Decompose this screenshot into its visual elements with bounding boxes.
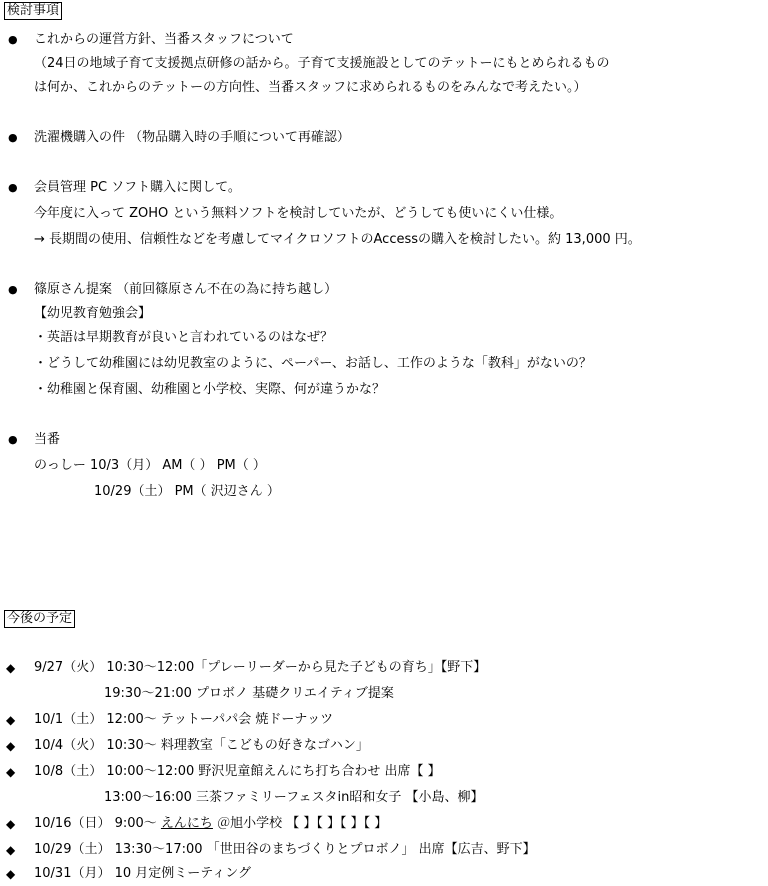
agenda-item-1-line-3: は何か、これからのテットーの方向性、当番スタッフに求められるものをみんなで考えたい。） <box>34 80 587 95</box>
event-7-line-1: 10/31（月） 10 月定例ミーティング <box>34 866 251 881</box>
agenda-item-5-line-1: 当番 <box>34 432 61 447</box>
ennichi-link[interactable]: えんにち <box>160 816 213 831</box>
agenda-item-4-line-5: ・幼稚園と保育園、幼稚園と小学校、実際、何が違うかな？ <box>34 382 386 397</box>
agenda-item-3-line-2: 今年度に入って ZOHO という無料ソフトを検討していたが、どうしても使いにくい仕様。 <box>34 206 563 221</box>
event-5-detail: ＠旭小学校 【 】【 】【 】【 】 <box>212 816 388 831</box>
agenda-item-1-line-1: これからの運営方針、当番スタッフについて <box>34 32 294 47</box>
agenda-item-3-line-1: 会員管理 PC ソフト購入に関して。 <box>34 180 241 195</box>
event-5-date-time: 10/16（日） 9:00～ <box>34 816 161 831</box>
agenda-item-1-line-2: （24日の地域子育て支援拠点研修の話から。子育て支援施設としてのテットーにもとめられるもの <box>34 56 610 71</box>
event-4-line-2: 13:00～16:00 三茶ファミリーフェスタin昭和女子 【小島、柳】 <box>104 790 484 805</box>
agenda-item-4-line-3: ・英語は早期教育が良いと言われているのはなぜ？ <box>34 330 334 345</box>
bullet-icon: ● <box>8 33 18 46</box>
agenda-item-4-line-4: ・どうして幼稚園には幼児教室のように、ペーパー、お話し、工作のような「教科」がないの？ <box>34 356 592 371</box>
bullet-icon: ● <box>8 181 18 194</box>
agenda-item-2-line-1: 洗濯機購入の件 （物品購入時の手順について再確認） <box>34 130 350 145</box>
bullet-icon: ● <box>8 283 18 296</box>
diamond-icon: ◆ <box>6 661 16 675</box>
event-6-line-1: 10/29（土） 13:30～17:00 「世田谷のまちづくりとプロボノ」 出席【広吉、野下】 <box>34 842 536 857</box>
agenda-item-4-line-2: 【幼児教育勉強会】 <box>34 306 152 321</box>
section-title-agenda: 検討事項 <box>4 2 62 20</box>
diamond-icon: ◆ <box>6 867 16 881</box>
diamond-icon: ◆ <box>6 765 16 779</box>
event-4-line-1: 10/8（土） 10:00～12:00 野沢児童館えんにち打ち合わせ 出席【 】 <box>34 764 441 779</box>
agenda-item-5-line-3: 10/29（土） PM（ 沢辺さん ） <box>94 484 280 499</box>
bullet-icon: ● <box>8 131 18 144</box>
agenda-item-3-line-3: → 長期間の使用、信頼性などを考慮してマイクロソフトのAccessの購入を検討したい。約 13,000 円。 <box>34 232 641 247</box>
diamond-icon: ◆ <box>6 817 16 831</box>
diamond-icon: ◆ <box>6 843 16 857</box>
agenda-item-5-line-2: のっしー 10/3（月） AM（ ） PM（ ） <box>34 458 266 473</box>
event-5-line-1 <box>34 816 387 832</box>
diamond-icon: ◆ <box>6 713 16 727</box>
bullet-icon: ● <box>8 433 18 446</box>
diamond-icon: ◆ <box>6 739 16 753</box>
event-2-line-1: 10/1（土） 12:00～ テットーパパ会 焼ドーナッツ <box>34 712 334 727</box>
section-title-schedule: 今後の予定 <box>4 610 75 628</box>
event-3-line-1: 10/4（火） 10:30～ 料理教室「こどもの好きなゴハン」 <box>34 738 369 753</box>
agenda-item-4-line-1: 篠原さん提案 （前回篠原さん不在の為に持ち越し） <box>34 282 338 297</box>
event-1-line-2: 19:30～21:00 プロボノ 基礎クリエイティブ提案 <box>104 686 394 701</box>
event-1-line-1: 9/27（火） 10:30～12:00「プレーリーダーから見た子どもの育ち」【野下】 <box>34 660 487 675</box>
